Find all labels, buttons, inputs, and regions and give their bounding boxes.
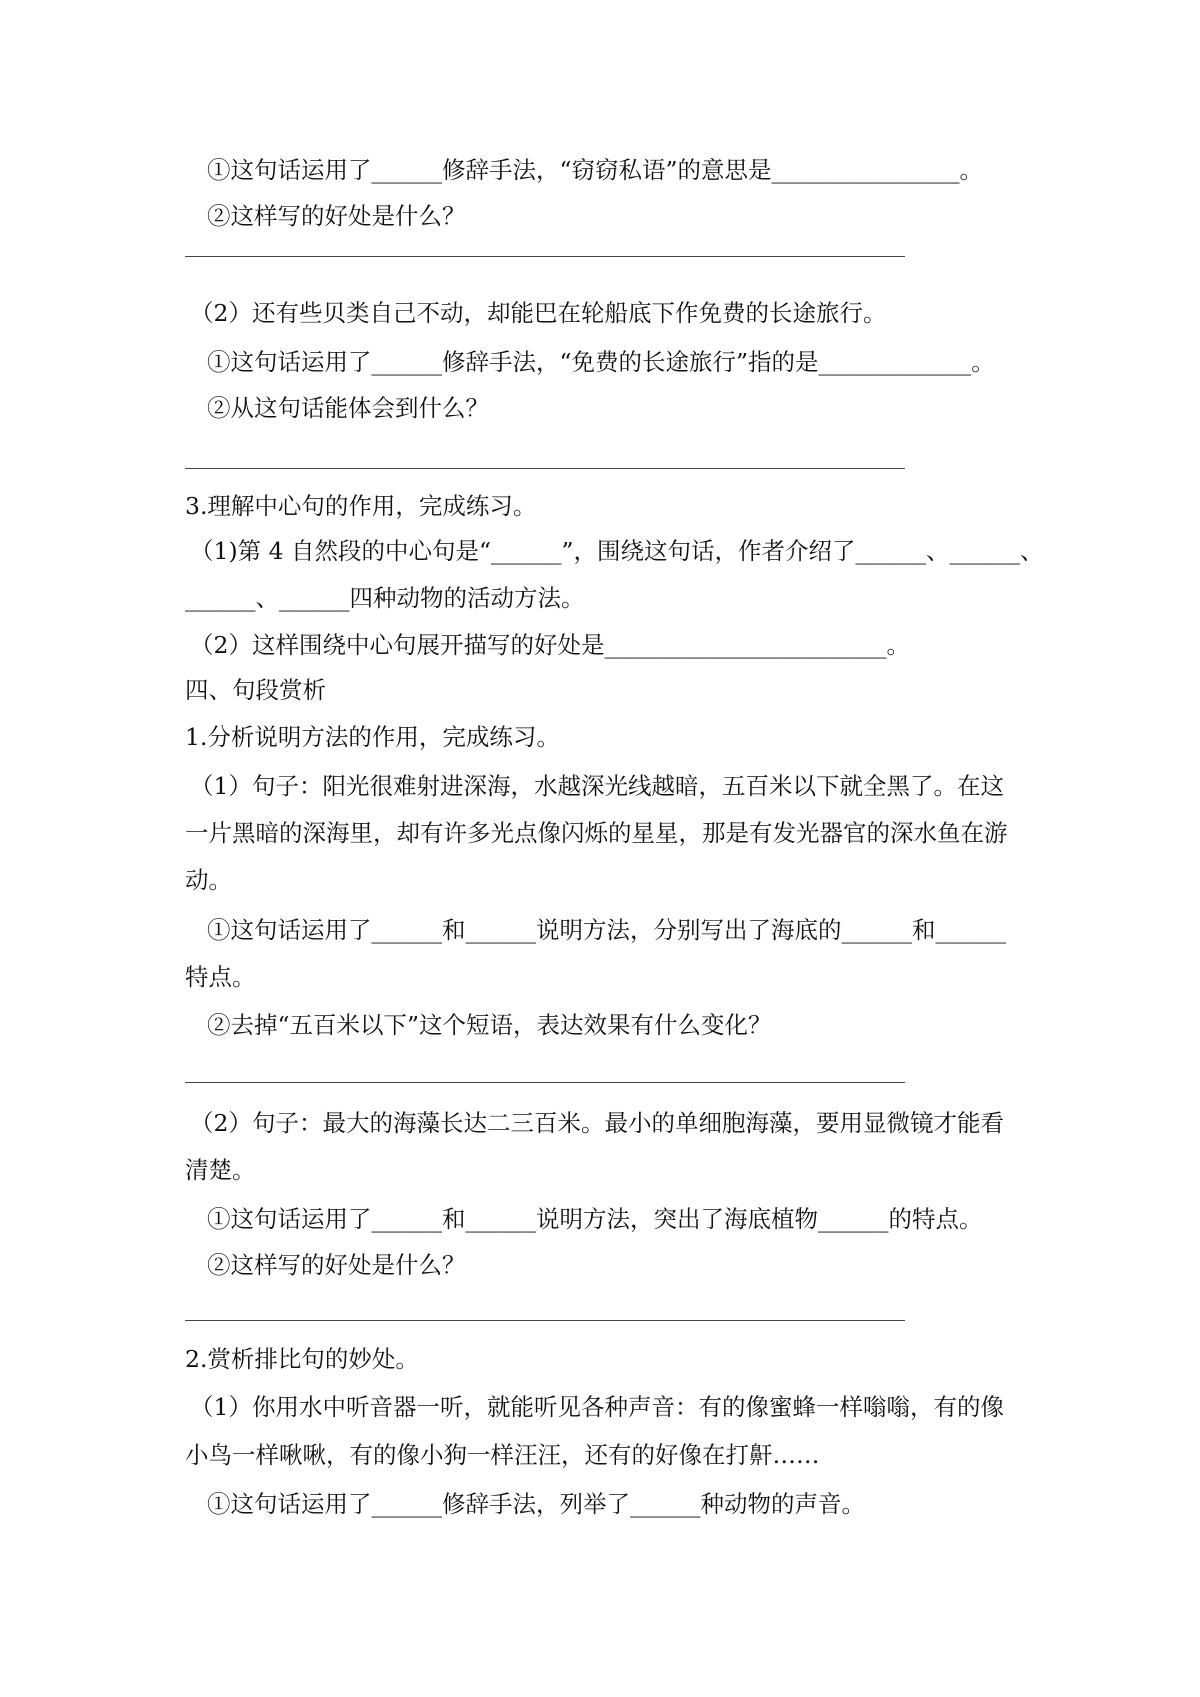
line-part4-q2-sentence-a: （2）句子：最大的海藻长达二三百米。最小的单细胞海藻，要用显微镜才能看 xyxy=(190,1109,1004,1137)
line-section3-q1-b: ______、______四种动物的活动方法。 xyxy=(185,584,585,612)
line-q2-rhetoric: ①这句话运用了______修辞手法，“免费的长途旅行”指的是_____________。 xyxy=(207,348,995,376)
line-part4-s2-q1-rhetoric: ①这句话运用了______修辞手法，列举了______种动物的声音。 xyxy=(207,1490,865,1518)
line-q2-feeling: ②从这句话能体会到什么？ xyxy=(207,394,489,422)
line-part4-s2-q1-a: （1）你用水中听音器一听，就能听见各种声音：有的像蜜蜂一样嗡嗡，有的像 xyxy=(190,1393,1004,1421)
line-part4-q2-benefit: ②这样写的好处是什么？ xyxy=(207,1251,466,1279)
line-part4-q1-title: 1.分析说明方法的作用，完成练习。 xyxy=(185,723,560,751)
line-part4-q1-change: ②去掉“五百米以下”这个短语，表达效果有什么变化？ xyxy=(207,1011,772,1039)
line-part4-q2-sentence-b: 清楚。 xyxy=(185,1156,256,1184)
line-part4-q1-sentence-a: （1）句子：阳光很难射进深海，水越深光线越暗，五百米以下就全黑了。在这 xyxy=(190,772,1004,800)
line-part4-q2-methods: ①这句话运用了______和______说明方法，突出了海底植物______的特点。 xyxy=(207,1205,983,1233)
line-part4-s2-q1-b: 小鸟一样啾啾，有的像小狗一样汪汪，还有的好像在打鼾…… xyxy=(185,1441,820,1469)
answer-line[interactable] xyxy=(185,1320,905,1321)
line-part4-q1-methods-a: ①这句话运用了______和______说明方法，分别写出了海底的______和______ xyxy=(207,916,1006,944)
line-part4-title: 四、句段赏析 xyxy=(185,676,326,704)
line-section3-q1-a: （1)第 4 自然段的中心句是“______”，围绕这句话，作者介绍了______、______、 xyxy=(190,537,1044,565)
line-q1-benefit: ②这样写的好处是什么？ xyxy=(207,202,466,230)
line-section3-q2: （2）这样围绕中心句展开描写的好处是________________________。 xyxy=(190,631,910,659)
answer-line[interactable] xyxy=(185,256,905,257)
line-part4-section2-title: 2.赏析排比句的妙处。 xyxy=(185,1345,419,1373)
line-q1-rhetoric: ①这句话运用了______修辞手法，“窃窃私语”的意思是________________。 xyxy=(207,156,984,184)
answer-line[interactable] xyxy=(185,1082,905,1083)
line-section3-title: 3.理解中心句的作用，完成练习。 xyxy=(185,492,537,520)
answer-line[interactable] xyxy=(185,468,905,469)
line-part4-q1-sentence-c: 动。 xyxy=(185,866,232,894)
line-part4-q1-sentence-b: 一片黑暗的深海里，却有许多光点像闪烁的星星，那是有发光器官的深水鱼在游 xyxy=(185,819,1008,847)
line-part4-q1-methods-b: 特点。 xyxy=(185,963,256,991)
line-q2-sentence: （2）还有些贝类自己不动，却能巴在轮船底下作免费的长途旅行。 xyxy=(190,299,887,327)
